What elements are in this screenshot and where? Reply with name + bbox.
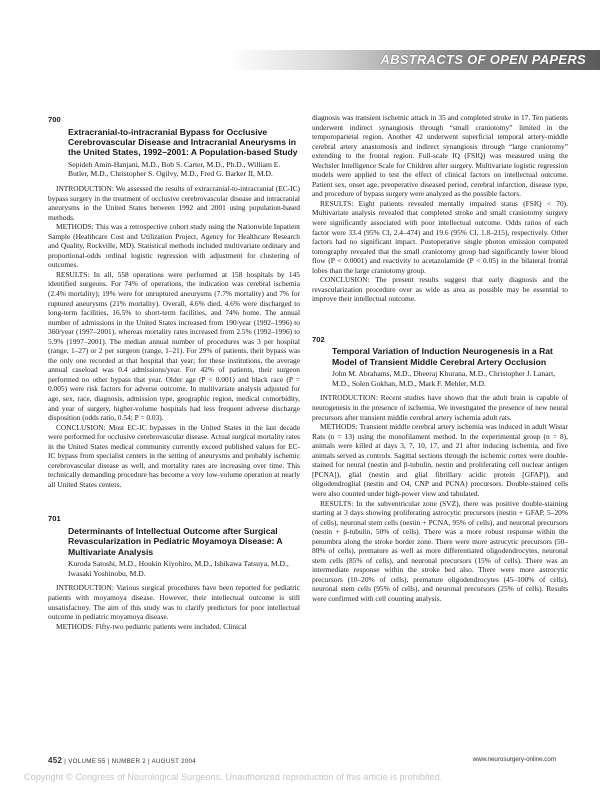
abstract-results: RESULTS: Eight patients revealed mentally impaired status (FSIQ < 70). Multivariate analysis revealed that completed stroke and small craniotomy surgery were significantly associated with poor intellectual outcome. Odds ratios of each factor were 33.4 (95% CI, 2.4–474) and 19.6 (95% CI, 1.8–215), respectively. Other factors had no significant impact. Postoperative single photon emission computed tomography revealed that the small craniotomy group had significantly lower blood flow (P < 0.0001) and reactivity to acetazolamide (P < 0.05) in the bilateral frontal lobes than the large craniotomy group. xyxy=(312,198,568,275)
abstract-title: Determinants of Intellectual Outcome after Surgical Revascularization in Pediatric Moyamoya Disease: A Multivariate Analysis xyxy=(68,526,283,557)
abstract-authors: Kuroda Satoshi, M.D., Houkin Kiyohiro, M.D., Ishikawa Tatsuya, M.D., Iwasaki Yoshinobu, M.D. xyxy=(68,559,289,578)
abstract-title: Temporal Variation of Induction Neurogenesis in a Rat Model of Transient Middle Cerebral Artery Occlusion xyxy=(332,346,553,367)
copyright-notice: Copyright © Congress of Neurological Surgeons. Unauthorized reproduction of this article is prohibited. xyxy=(24,772,443,782)
right-column xyxy=(312,113,568,604)
abstract-methods-continued: diagnosis was transient ischemic attack in 35 and completed stroke in 17. Ten patients underwent indirect synangiosis through “small craniotomy” limited in the temporoparietal region. Another 42 underwent superficial temporal artery-middle cerebral artery anastomosis and indirect synangiosis through “large craniotomy” extending to the frontal region. Full-scale IQ (FSIQ) was measured using the Wechsler Intelligence Scale for Children after surgery. Multivariate logistic regression models were applied to test the effect of clinical factors on intellectual outcome. Patient sex, onset age, preoperative diseased period, cerebral infarction, disease type, and procedure of bypass surgery were analyzed as the possible factors. xyxy=(312,113,568,199)
abstract-number: 700 xyxy=(48,115,61,124)
abstract-methods: METHODS: This was a retrospective cohort study using the Nationwide Inpatient Sample (Healthcare Cost and Utilization Project, Agency for Healthcare Research and Quality, Rockville, MD). Statistical methods included multivariate ordinary and proportional-odds ordinal logistic regression with adjustment for clustering of outcomes. xyxy=(48,222,300,270)
section-header xyxy=(0,50,600,70)
footer-separator: | xyxy=(64,758,69,765)
abstract-introduction: INTRODUCTION: Various surgical procedures have been reported for pediatric patients with moyamoya disease. However, their intellectual outcome is still unsatisfactory. The aim of this study was to clarify predictors for poor intellectual outcome in pediatric moyamoya disease. xyxy=(48,583,300,622)
abstract-title: Extracranial-to-intracranial Bypass for Occlusive Cerebrovascular Disease and Intracranial Aneurysms in the United States, 1992–2001: A Population-based Study xyxy=(68,126,298,158)
abstract-authors: Sepideh Amin-Hanjani, M.D., Bob S. Carter, M.D., Ph.D., William E. Butler, M.D., Christopher S. Ogilvy, M.D., Fred G. Barker II, M.D. xyxy=(68,159,281,179)
abstract-701-continued xyxy=(312,113,568,304)
abstract-conclusion: CONCLUSION: Most EC-IC bypasses in the United States in the last decade were performed for occlusive cerebrovascular disease. Actual surgical mortality rates in the United States medical community currently exceed published values for EC-IC bypass from specialist centers in the setting of aneurysms and probably ischemic cerebrovascular disease as well, and mortality rates are increasing over time. This technically demanding procedure has become a very low-volume operation at nearly all United States centers. xyxy=(48,422,300,489)
abstract-number: 701 xyxy=(48,514,61,524)
footer-issue-info xyxy=(48,756,196,765)
abstract-methods: METHODS: Transient middle cerebral artery ischemia was induced in adult Wistar Rats (n = 13) using the monofilament method. In the experimental group (n = 8), animals were killed at days 3, 7, 10, 17, and 21 after inducing ischemia, and five animals served as controls. Sagittal sections through the ischemic cortex were double-stained for neural (nestin and β-tubulin, nestin and proliferating cell nuclear antigen [PCNA]), glial (nestin and glial fibrillary acidic protein [GFAP]), and oligodendroglial (nestin and O4, CNP and PCNA) precursors. Double-stained cells were also counted under high-power view and tabulated. xyxy=(312,422,568,498)
abstract-introduction: INTRODUCTION: We assessed the results of extracranial-to-intracranial (EC-IC) bypass surgery in the treatment of occlusive cerebrovascular disease and intracranial aneurysms in the United States between 1992 and 2001 using population-based methods. xyxy=(48,183,300,222)
abstract-introduction: INTRODUCTION: Recent studies have shown that the adult brain is capable of neurogenesis in the presence of ischemia. We investigated the presence of new neural precursors after transient middle cerebral artery ischemia adult rats. xyxy=(312,393,568,422)
page-number: 452 xyxy=(48,756,63,765)
abstract-700 xyxy=(48,115,300,489)
section-title: ABSTRACTS OF OPEN PAPERS xyxy=(380,52,586,67)
abstract-conclusion: CONCLUSION: The present results suggest that early diagnosis and the revascularization procedure over as wide as area as possible may be essential to improve their intellectual outcome. xyxy=(312,275,568,304)
abstract-results: RESULTS: In the subventricular zone (SVZ), there was positive double-staining starting at 3 days showing proliferating astrocytic precursors (nestin + GFAP, 5–20% of cells), neuronal stem cells (nestin + PCNA, 95% of cells), and neuronal precursors (nestin + β-tubulin, 50% of cells). There was a more robust response within the penumbra along the stroke border zone. There were more astrocytic precursors (50–80% of cells), premature as well as more differentiated oligodendrocytes, neuronal stem cells (85% of cells), and neuronal precursors (15% of cells). There was an intermediate response within the stroke bed also. There were more astrocytic precursors (10–20% of cells), premature oligodendrocytes (45–100% of cells), neuronal stem cells (95% of cells), and neuronal precursors (25% of cells). Results were confirmed with cell counting analysis. xyxy=(312,498,568,603)
abstract-number: 702 xyxy=(312,334,325,344)
abstract-702 xyxy=(312,335,568,604)
abstract-results: RESULTS: In all, 558 operations were performed at 158 hospitals by 145 identified surgeons. For 74% of operations, the indication was cerebral ischemia (2.4% mortality); 19% were for unruptured aneurysms (7.7% mortality) and 7% for ruptured aneurysms (21% mortality). Overall, 4.6% died, 4.6% were discharged to long-term facilities, 16.5% to short-term facilities, and 74% home. The annual number of admissions in the United States increased from 190/year (1992–1996) to 360/year (1997–2001), whereas mortality rates increased from 2.5% (1992–1996) to 5.9% (1997–2001). The median annual number of procedures was 3 per hospital (range, 1–27) or 2 per surgeon (range, 1–21). For 29% of patients, their bypass was the only one recorded at that hospital that year; for these institutions, the average annual caseload was 0.4 admissions/year. For 42% of patients, their surgeon performed no other bypass that year. Older age (P < 0.001) and black race (P = 0.005) were risk factors for adverse outcome. In multivariate analysis adjusted for age, sex, race, diagnosis, admission type, geographic region, medical comorbidity, and year of surgery, higher-volume hospitals had less frequent adverse discharge disposition (odds ratio, 0.54; P = 0.03). xyxy=(48,269,300,423)
footer-website: www.neurosurgery-online.com xyxy=(472,756,556,763)
abstract-authors: John M. Abrahams, M.D., Dheeraj Khurana, M.D., Christopher J. Lanart, M.D., Solen Gokhan, M.D., Mark F. Mehler, M.D. xyxy=(332,369,556,388)
issue-info: VOLUME 55 | NUMBER 2 | AUGUST 2004 xyxy=(68,758,197,765)
abstract-methods: METHODS: Fifty-two pediatric patients were included. Clinical xyxy=(56,621,247,631)
left-column xyxy=(48,112,300,631)
abstract-701 xyxy=(48,514,300,631)
page-footer xyxy=(48,754,556,766)
